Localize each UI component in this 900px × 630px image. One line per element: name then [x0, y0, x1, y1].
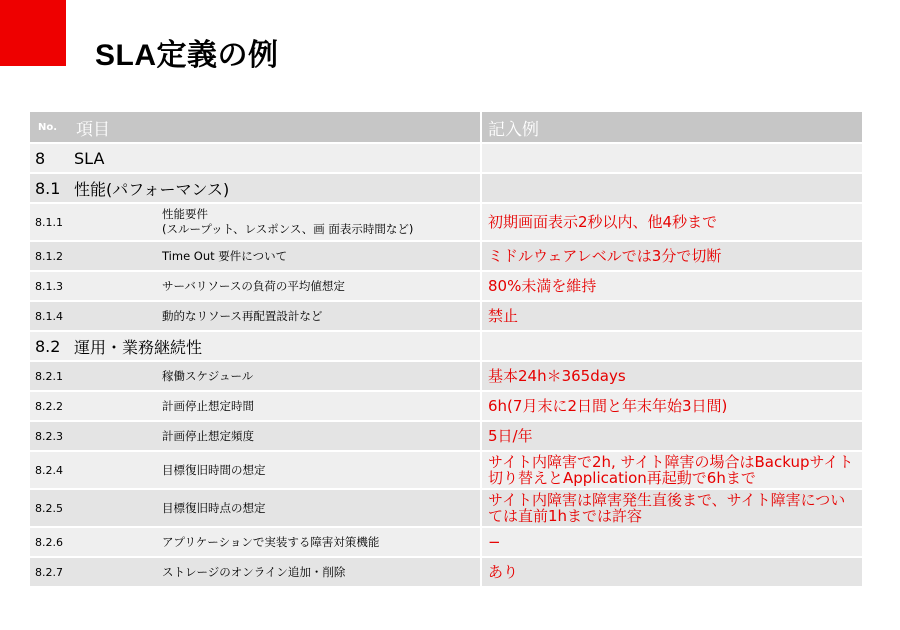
table-row	[30, 422, 862, 450]
row-number: 8.1.2	[30, 242, 68, 270]
section-row	[30, 332, 862, 360]
row-number: 8.2.4	[30, 452, 68, 488]
header-item: 項目	[68, 112, 480, 142]
item-description: 目標復旧時点の想定	[160, 490, 480, 526]
example-value: 初期画面表示2秒以内、他4秒まで	[480, 204, 862, 240]
spacer-cell	[68, 272, 160, 300]
example-value	[480, 144, 862, 172]
item-description: サーバリソースの負荷の平均値想定	[160, 272, 480, 300]
red-accent-block	[0, 0, 66, 66]
row-number: 8	[30, 144, 68, 172]
sla-table-body	[30, 144, 862, 586]
spacer-cell	[68, 242, 160, 270]
header-no: No.	[30, 112, 68, 142]
spacer-cell	[68, 392, 160, 420]
example-value	[480, 174, 862, 202]
row-number: 8.1.1	[30, 204, 68, 240]
item-description: 目標復旧時間の想定	[160, 452, 480, 488]
row-number: 8.2.6	[30, 528, 68, 556]
item-description: 性能要件 (スループット、レスポンス、画 面表示時間など)	[160, 204, 480, 240]
row-number: 8.2.1	[30, 362, 68, 390]
row-number: 8.2	[30, 332, 68, 360]
spacer-cell	[68, 528, 160, 556]
table-row	[30, 490, 862, 526]
row-number: 8.1.3	[30, 272, 68, 300]
example-value	[480, 332, 862, 360]
item-description: 計画停止想定時間	[160, 392, 480, 420]
row-number: 8.2.7	[30, 558, 68, 586]
row-number: 8.1	[30, 174, 68, 202]
table-row	[30, 452, 862, 488]
row-number: 8.1.4	[30, 302, 68, 330]
item-description: ストレージのオンライン追加・削除	[160, 558, 480, 586]
section-row	[30, 174, 862, 202]
example-value: サイト内障害は障害発生直後まで、サイト障害については直前1hまでは許容	[480, 490, 862, 526]
item-description: 稼働スケジュール	[160, 362, 480, 390]
spacer-cell	[68, 558, 160, 586]
example-value: ミドルウェアレベルでは3分で切断	[480, 242, 862, 270]
spacer-cell	[68, 422, 160, 450]
table-row	[30, 362, 862, 390]
spacer-cell	[68, 452, 160, 488]
item-description: 計画停止想定頻度	[160, 422, 480, 450]
spacer-cell	[68, 204, 160, 240]
row-number: 8.2.5	[30, 490, 68, 526]
example-value: 禁止	[480, 302, 862, 330]
example-value: あり	[480, 558, 862, 586]
item-description: Time Out 要件について	[160, 242, 480, 270]
item-description: 動的なリソース再配置設計など	[160, 302, 480, 330]
table-row	[30, 528, 862, 556]
row-number: 8.2.2	[30, 392, 68, 420]
example-value: サイト内障害で2h, サイト障害の場合はBackupサイト切り替えとApplication再起動で6hまで	[480, 452, 862, 488]
example-value: 80%未満を維持	[480, 272, 862, 300]
section-title: SLA	[68, 144, 480, 172]
section-title: 運用・業務継続性	[68, 332, 480, 360]
table-row	[30, 204, 862, 240]
example-value: 基本24h＊365days	[480, 362, 862, 390]
table-row	[30, 302, 862, 330]
table-row	[30, 272, 862, 300]
table-row	[30, 242, 862, 270]
table-header-row	[30, 112, 862, 142]
example-value: 5日/年	[480, 422, 862, 450]
spacer-cell	[68, 302, 160, 330]
section-title: 性能(パフォーマンス)	[68, 174, 480, 202]
row-number: 8.2.3	[30, 422, 68, 450]
section-row	[30, 144, 862, 172]
spacer-cell	[68, 490, 160, 526]
item-description: アプリケーションで実装する障害対策機能	[160, 528, 480, 556]
table-row	[30, 392, 862, 420]
sla-table	[30, 110, 862, 588]
page-title: SLA定義の例	[95, 39, 279, 72]
spacer-cell	[68, 362, 160, 390]
header-example: 記入例	[480, 112, 862, 142]
example-value: 6h(7月末に2日間と年末年始3日間)	[480, 392, 862, 420]
table-row	[30, 558, 862, 586]
example-value: −	[480, 528, 862, 556]
